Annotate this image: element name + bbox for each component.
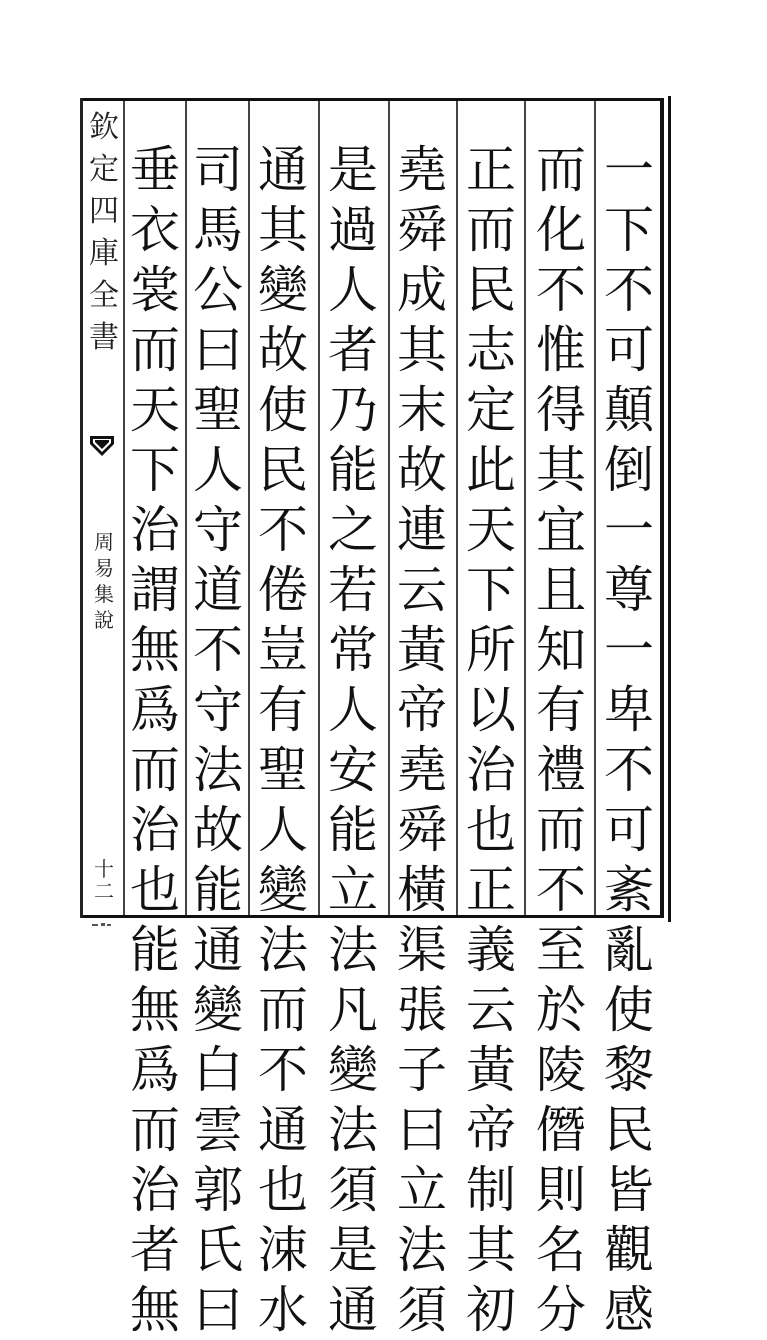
text-char: 正: [466, 861, 516, 919]
text-char: 陵: [536, 1041, 586, 1099]
text-char: 不: [536, 261, 586, 319]
text-char: 民: [604, 1101, 654, 1159]
text-char: 爲: [130, 1041, 180, 1099]
text-char: 公: [193, 261, 243, 319]
text-char: 紊: [604, 861, 654, 919]
text-char: 無: [130, 621, 180, 679]
text-column: [252, 140, 314, 1340]
text-char: 所: [466, 621, 516, 679]
page-number: [91, 858, 117, 902]
text-char: 正: [466, 141, 516, 199]
text-char: 皆: [604, 1161, 654, 1219]
text-char: 變: [193, 981, 243, 1039]
text-char: 一: [604, 141, 654, 199]
text-char: 變: [258, 861, 308, 919]
text-char: 衣: [130, 201, 180, 259]
text-char: 得: [536, 381, 586, 439]
text-char: 僭: [536, 1101, 586, 1159]
text-char: 能: [328, 441, 378, 499]
title-char: 四: [89, 194, 119, 229]
text-char: 有: [258, 681, 308, 739]
text-column: [598, 140, 660, 1340]
text-char: 馬: [193, 201, 243, 259]
title-char: 定: [89, 152, 119, 187]
text-char: 凡: [328, 981, 378, 1039]
text-char: 故: [193, 801, 243, 859]
text-char: 有: [536, 681, 586, 739]
text-char: 倒: [604, 441, 654, 499]
text-char: 也: [258, 1161, 308, 1219]
text-char: 渠: [397, 921, 447, 979]
text-char: 法: [258, 921, 308, 979]
text-column: [124, 140, 186, 1340]
text-char: 涑: [258, 1221, 308, 1279]
text-char: 通: [258, 1101, 308, 1159]
text-column: [391, 140, 453, 1340]
text-char: 能: [193, 861, 243, 919]
text-char: 堯: [397, 141, 447, 199]
text-char: 也: [130, 861, 180, 919]
text-char: 氏: [193, 1221, 243, 1279]
text-char: 分: [536, 1281, 586, 1339]
title-char: 書: [89, 320, 119, 355]
text-char: 通: [328, 1281, 378, 1339]
text-char: 白: [193, 1041, 243, 1099]
text-char: 成: [397, 261, 447, 319]
text-char: 且: [536, 561, 586, 619]
text-char: 知: [536, 621, 586, 679]
text-char: 下: [466, 561, 516, 619]
book-title: [91, 529, 117, 633]
text-char: 常: [328, 621, 378, 679]
text-char: 張: [397, 981, 447, 1039]
collection-title: [87, 107, 121, 359]
text-char: 裳: [130, 261, 180, 319]
text-char: 是: [328, 1221, 378, 1279]
text-char: 義: [466, 921, 516, 979]
column-rule: [524, 101, 526, 915]
text-char: 司: [193, 141, 243, 199]
text-char: 而: [536, 141, 586, 199]
text-char: 而: [536, 801, 586, 859]
book-title-char: 易: [94, 556, 114, 580]
text-char: 天: [466, 501, 516, 559]
text-char: 者: [130, 1221, 180, 1279]
text-char: 變: [328, 1041, 378, 1099]
text-char: 豈: [258, 621, 308, 679]
banxin-column: [83, 101, 123, 915]
text-char: 法: [328, 1101, 378, 1159]
text-char: 卑: [604, 681, 654, 739]
text-char: 立: [397, 1161, 447, 1219]
text-char: 曰: [397, 1101, 447, 1159]
text-char: 法: [193, 741, 243, 799]
text-char: 通: [193, 921, 243, 979]
text-char: 黎: [604, 1041, 654, 1099]
text-char: 下: [604, 201, 654, 259]
text-char: 堯: [397, 741, 447, 799]
text-char: 倦: [258, 561, 308, 619]
text-char: 人: [258, 801, 308, 859]
text-char: 垂: [130, 141, 180, 199]
text-char: 不: [536, 861, 586, 919]
text-char: 子: [397, 1041, 447, 1099]
text-char: 人: [328, 681, 378, 739]
text-char: 聖: [258, 741, 308, 799]
text-column: [460, 140, 522, 1340]
outer-border-right: [668, 96, 671, 922]
title-char: 欽: [89, 110, 119, 145]
text-char: 不: [604, 741, 654, 799]
text-char: 化: [536, 201, 586, 259]
text-char: 禮: [536, 741, 586, 799]
text-char: 則: [536, 1161, 586, 1219]
text-char: 舜: [397, 201, 447, 259]
text-char: 而: [130, 321, 180, 379]
title-char: 庫: [89, 236, 119, 271]
text-char: 民: [258, 441, 308, 499]
text-char: 不: [258, 1041, 308, 1099]
text-char: 故: [397, 441, 447, 499]
text-char: 治: [130, 501, 180, 559]
text-char: 而: [466, 201, 516, 259]
text-char: 黃: [397, 621, 447, 679]
text-char: 治: [130, 1161, 180, 1219]
text-char: 過: [328, 201, 378, 259]
text-char: 於: [536, 981, 586, 1039]
text-char: 聖: [193, 381, 243, 439]
text-char: 守: [193, 681, 243, 739]
text-char: 道: [193, 561, 243, 619]
column-rule: [318, 101, 320, 915]
text-char: 故: [258, 321, 308, 379]
text-char: 者: [328, 321, 378, 379]
text-char: 黃: [466, 1041, 516, 1099]
text-char: 顛: [604, 381, 654, 439]
text-char: 也: [466, 801, 516, 859]
text-char: 須: [397, 1281, 447, 1339]
book-title-char: 周: [94, 530, 114, 554]
text-char: 乃: [328, 381, 378, 439]
text-char: 安: [328, 741, 378, 799]
text-char: 定: [466, 381, 516, 439]
text-char: 志: [466, 321, 516, 379]
text-char: 無: [130, 1281, 180, 1339]
text-char: 若: [328, 561, 378, 619]
text-char: 其: [466, 1221, 516, 1279]
text-char: 尊: [604, 561, 654, 619]
book-title-char: 集: [94, 582, 114, 606]
text-char: 亂: [604, 921, 654, 979]
text-char: 云: [466, 981, 516, 1039]
text-char: 郭: [193, 1161, 243, 1219]
text-char: 不: [193, 621, 243, 679]
text-char: 曰: [193, 321, 243, 379]
text-char: 而: [130, 1101, 180, 1159]
text-char: 爲: [130, 681, 180, 739]
text-char: 帝: [466, 1101, 516, 1159]
text-char: 一: [604, 621, 654, 679]
book-title-char: 說: [94, 608, 114, 632]
text-char: 能: [130, 921, 180, 979]
text-char: 其: [258, 201, 308, 259]
text-char: 末: [397, 381, 447, 439]
text-char: 至: [536, 921, 586, 979]
text-char: 治: [130, 801, 180, 859]
text-char: 制: [466, 1161, 516, 1219]
text-char: 治: [466, 741, 516, 799]
text-char: 名: [536, 1221, 586, 1279]
text-char: 人: [328, 261, 378, 319]
text-char: 不: [258, 501, 308, 559]
text-char: 民: [466, 261, 516, 319]
text-char: 之: [328, 501, 378, 559]
text-char: 不: [604, 261, 654, 319]
text-char: 初: [466, 1281, 516, 1339]
text-char: 帝: [397, 681, 447, 739]
text-char: 須: [328, 1161, 378, 1219]
text-char: 可: [604, 801, 654, 859]
text-char: 水: [258, 1281, 308, 1339]
text-char: 舜: [397, 801, 447, 859]
text-char: 能: [328, 801, 378, 859]
page-number-char: 二: [94, 879, 114, 903]
ink-speck: [92, 922, 112, 928]
text-char: 連: [397, 501, 447, 559]
text-char: 天: [130, 381, 180, 439]
text-char: 法: [397, 1221, 447, 1279]
text-char: 是: [328, 141, 378, 199]
title-char: 全: [89, 278, 119, 313]
text-char: 而: [258, 981, 308, 1039]
text-char: 使: [258, 381, 308, 439]
text-char: 通: [258, 141, 308, 199]
page-number-char: 十: [94, 857, 114, 881]
text-char: 謂: [130, 561, 180, 619]
text-char: 此: [466, 441, 516, 499]
text-char: 一: [604, 501, 654, 559]
text-column: [187, 140, 249, 1340]
text-char: 雲: [193, 1101, 243, 1159]
column-rule: [388, 101, 390, 915]
text-char: 其: [397, 321, 447, 379]
text-char: 宜: [536, 501, 586, 559]
text-char: 橫: [397, 861, 447, 919]
text-char: 曰: [193, 1281, 243, 1339]
fishtail-mark: [89, 434, 115, 460]
text-char: 立: [328, 861, 378, 919]
text-char: 可: [604, 321, 654, 379]
text-column: [322, 140, 384, 1340]
text-char: 下: [130, 441, 180, 499]
text-char: 以: [466, 681, 516, 739]
text-char: 變: [258, 261, 308, 319]
text-char: 無: [130, 981, 180, 1039]
text-char: 云: [397, 561, 447, 619]
column-rule: [594, 101, 596, 915]
text-char: 人: [193, 441, 243, 499]
text-char: 其: [536, 441, 586, 499]
column-rule: [456, 101, 458, 915]
text-char: 感: [604, 1281, 654, 1339]
text-char: 觀: [604, 1221, 654, 1279]
text-char: 法: [328, 921, 378, 979]
text-char: 而: [130, 741, 180, 799]
text-char: 惟: [536, 321, 586, 379]
text-char: 守: [193, 501, 243, 559]
text-column: [530, 140, 592, 1340]
text-char: 使: [604, 981, 654, 1039]
